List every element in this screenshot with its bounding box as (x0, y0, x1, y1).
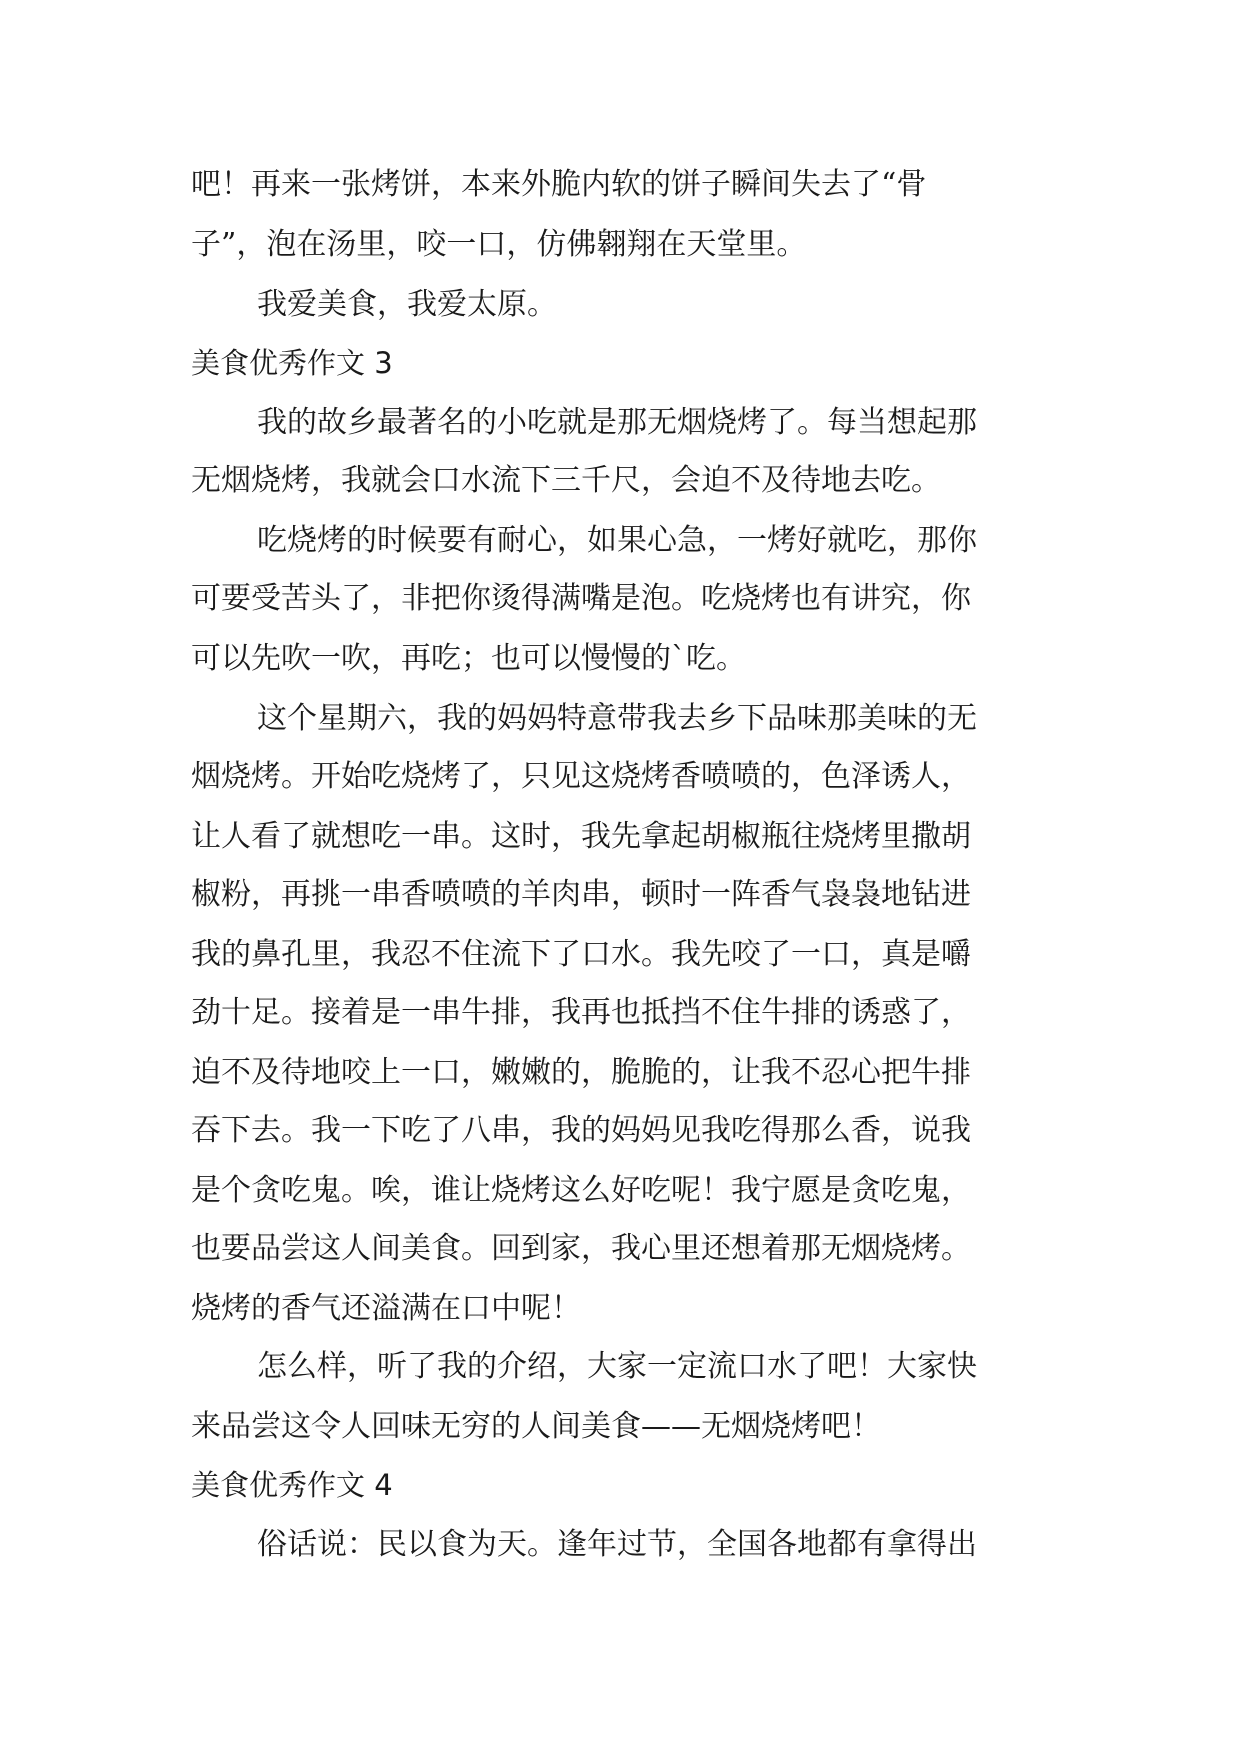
text-line: 是个贪吃鬼。唉，谁让烧烤这么好吃呢！我宁愿是贪吃鬼， (191, 1173, 971, 1208)
text-line: 我的鼻孔里，我忍不住流下了口水。我先咬了一口，真是嚼 (191, 937, 971, 972)
text-line: 劲十足。接着是一串牛排，我再也抵挡不住牛排的诱惑了， (191, 995, 971, 1030)
text-line: 可要受苦头了，非把你烫得满嘴是泡。吃烧烤也有讲究，你 (191, 581, 971, 616)
section-heading: 美食优秀作文 4 (191, 1468, 393, 1502)
text-line: 也要品尝这人间美食。回到家，我心里还想着那无烟烧烤。 (191, 1231, 971, 1266)
text-line: 迫不及待地咬上一口，嫩嫩的，脆脆的，让我不忍心把牛排 (191, 1055, 971, 1090)
paragraph-line: 怎么样，听了我的介绍，大家一定流口水了吧！大家快 (257, 1349, 977, 1384)
paragraph-line: 我的故乡最著名的小吃就是那无烟烧烤了。每当想起那 (257, 405, 977, 440)
text-line: 来品尝这令人回味无穷的人间美食——无烟烧烤吧！ (191, 1409, 881, 1444)
section-heading: 美食优秀作文 3 (191, 346, 393, 380)
text-line: 无烟烧烤，我就会口水流下三千尺，会迫不及待地去吃。 (191, 463, 941, 498)
text-line: 烧烤的香气还溢满在口中呢！ (191, 1291, 581, 1326)
text-line: 椒粉，再挑一串香喷喷的羊肉串，顿时一阵香气袅袅地钻进 (191, 877, 971, 912)
text-line: 烟烧烤。开始吃烧烤了，只见这烧烤香喷喷的，色泽诱人， (191, 759, 971, 794)
paragraph-line: 俗话说：民以食为天。逢年过节，全国各地都有拿得出 (257, 1527, 977, 1562)
text-line: 可以先吹一吹，再吃；也可以慢慢的`吃。 (191, 641, 746, 676)
paragraph-line: 吃烧烤的时候要有耐心，如果心急，一烤好就吃，那你 (257, 523, 977, 558)
text-line: 吧！再来一张烤饼，本来外脆内软的饼子瞬间失去了“骨 (191, 167, 927, 202)
text-line: 让人看了就想吃一串。这时，我先拿起胡椒瓶往烧烤里撒胡 (191, 819, 971, 854)
paragraph-line: 这个星期六，我的妈妈特意带我去乡下品味那美味的无 (257, 701, 977, 736)
paragraph-line: 我爱美食，我爱太原。 (257, 287, 557, 322)
text-line: 子”，泡在汤里，咬一口，仿佛翱翔在天堂里。 (191, 227, 807, 262)
text-line: 吞下去。我一下吃了八串，我的妈妈见我吃得那么香，说我 (191, 1113, 971, 1148)
